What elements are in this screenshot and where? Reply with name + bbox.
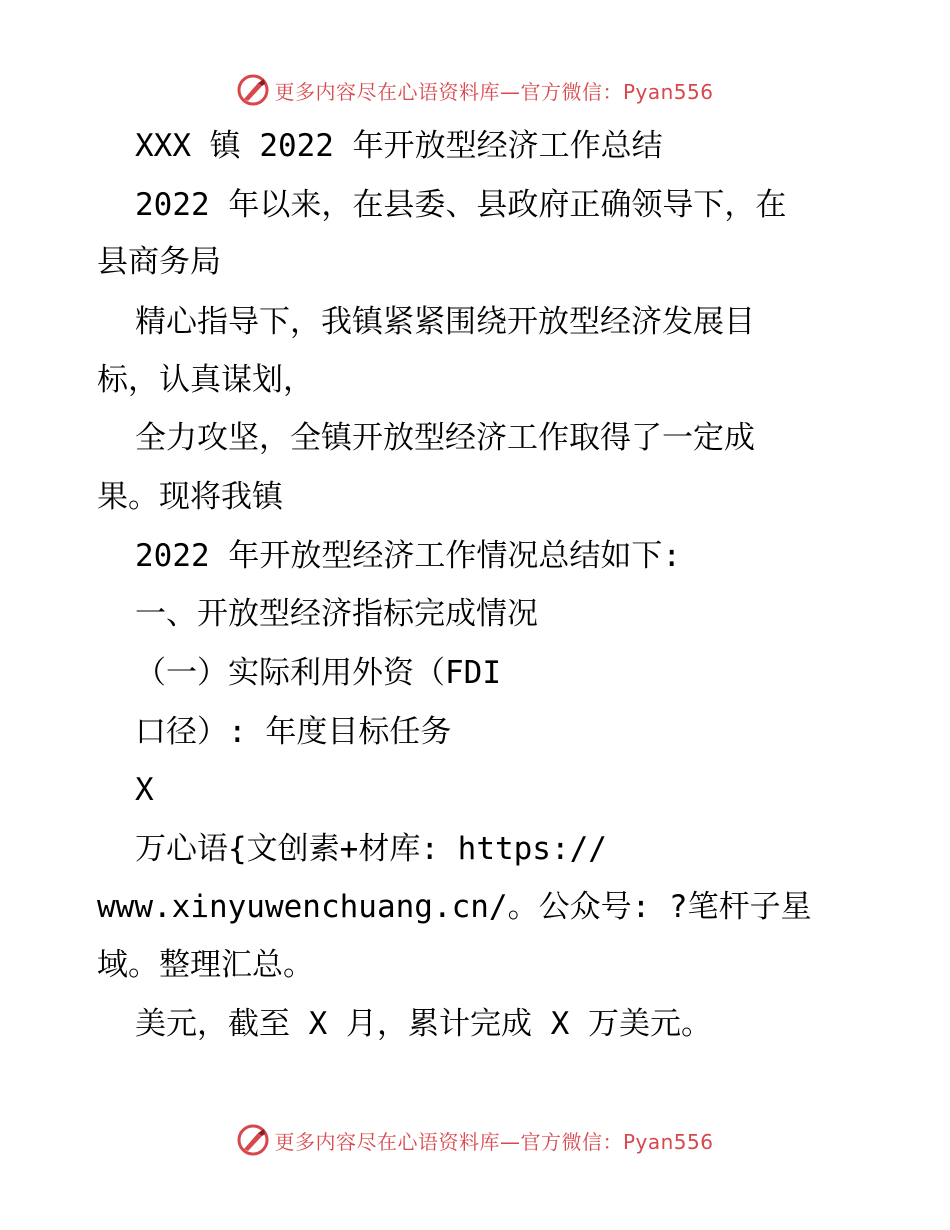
paragraph-line: 全力攻坚，全镇开放型经济工作取得了一定成	[135, 420, 755, 456]
paragraph-line: 美元，截至 X 月，累计完成 X 万美元。	[135, 1006, 712, 1042]
paragraph-line: 域。整理汇总。	[97, 947, 314, 983]
document-title: XXX 镇 2022 年开放型经济工作总结	[135, 128, 663, 164]
paragraph-line: 口径）: 年度目标任务	[135, 714, 452, 750]
paragraph-line: 万心语{文创素+材库: https://	[135, 831, 607, 867]
paragraph-line: www.xinyuwenchuang.cn/。公众号: ?笔杆子星	[97, 889, 812, 925]
paragraph-line: 县商务局	[97, 244, 221, 280]
paragraph-line: 2022 年开放型经济工作情况总结如下:	[135, 538, 681, 574]
watermark-text: 更多内容尽在心语资料库—官方微信：Pyan556	[274, 1129, 714, 1154]
paragraph-line: X	[135, 772, 154, 808]
paragraph-line: 2022 年以来，在县委、县政府正确领导下，在	[135, 187, 787, 223]
pen-logo-icon	[236, 1123, 270, 1157]
pen-logo-icon	[236, 73, 270, 107]
footer-watermark-banner	[0, 1120, 950, 1160]
subsection-heading: （一）实际利用外资（FDI	[135, 655, 501, 691]
header-watermark-banner	[0, 70, 950, 110]
watermark-text: 更多内容尽在心语资料库—官方微信：Pyan556	[274, 79, 714, 104]
paragraph-line: 标，认真谋划，	[97, 362, 314, 398]
section-heading: 一、开放型经济指标完成情况	[135, 596, 538, 632]
paragraph-line: 精心指导下，我镇紧紧围绕开放型经济发展目	[135, 304, 755, 340]
paragraph-line: 果。现将我镇	[97, 479, 283, 515]
